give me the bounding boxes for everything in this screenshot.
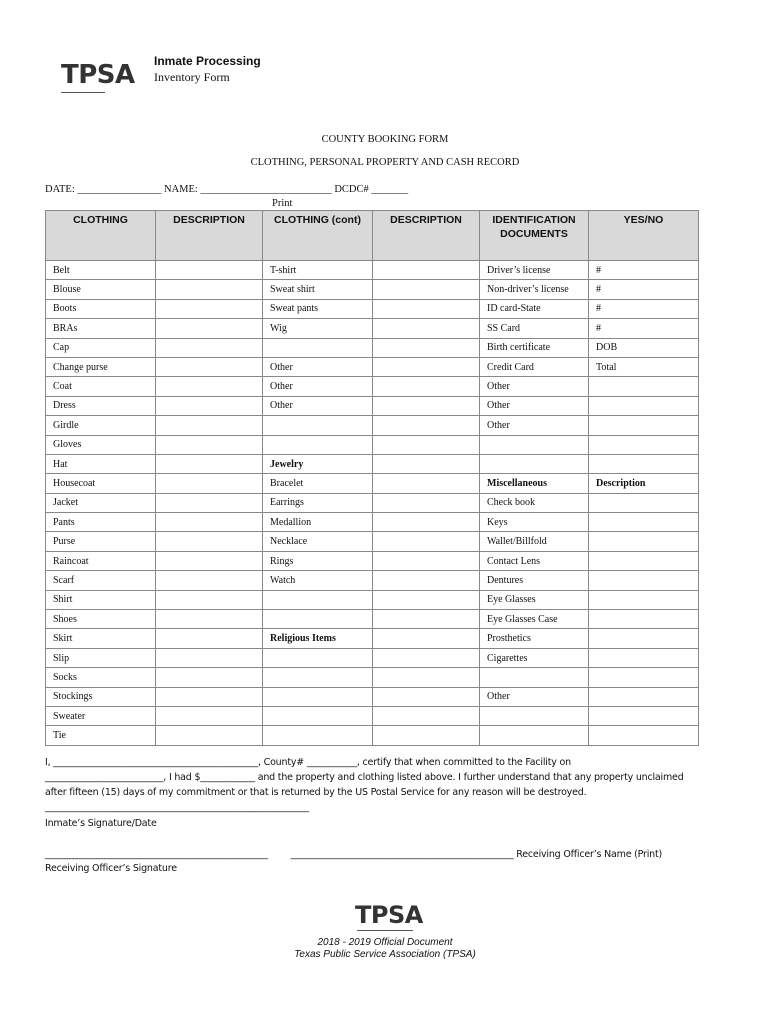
table-cell: Eye Glasses Case bbox=[480, 610, 589, 629]
table-cell[interactable] bbox=[373, 571, 480, 590]
date-name-dcdc-line: DATE: ________________ NAME: _________________________ DCDC# _______ bbox=[45, 184, 409, 195]
form-subtitle: Inventory Form bbox=[154, 70, 230, 84]
table-cell[interactable] bbox=[263, 687, 373, 706]
table-cell: Other bbox=[480, 396, 589, 415]
table-cell[interactable] bbox=[373, 648, 480, 667]
table-cell: Driver’s license bbox=[480, 261, 589, 280]
tpsa-logo: TPSA bbox=[61, 60, 135, 90]
table-cell[interactable] bbox=[373, 513, 480, 532]
table-cell: Birth certificate bbox=[480, 338, 589, 357]
footer-logo-underline bbox=[357, 930, 413, 931]
table-cell: Cigarettes bbox=[480, 648, 589, 667]
table-cell: Wig bbox=[263, 319, 373, 338]
table-cell[interactable] bbox=[156, 513, 263, 532]
table-row bbox=[46, 377, 699, 396]
table-row bbox=[46, 668, 699, 687]
table-cell[interactable] bbox=[156, 416, 263, 435]
table-row bbox=[46, 726, 699, 745]
table-cell[interactable] bbox=[589, 706, 699, 725]
table-row bbox=[46, 513, 699, 532]
table-cell: Pants bbox=[46, 513, 156, 532]
table-cell: Other bbox=[263, 377, 373, 396]
table-cell: Dress bbox=[46, 396, 156, 415]
table-cell[interactable] bbox=[156, 610, 263, 629]
inventory-table bbox=[45, 210, 699, 746]
table-cell: Wallet/Billfold bbox=[480, 532, 589, 551]
inmate-signature-line: __________________________________________________________ bbox=[45, 802, 309, 813]
table-row bbox=[46, 435, 699, 454]
table-row bbox=[46, 357, 699, 376]
table-cell[interactable] bbox=[156, 299, 263, 318]
table-cell[interactable] bbox=[373, 396, 480, 415]
table-cell[interactable] bbox=[373, 551, 480, 570]
table-cell: # bbox=[589, 299, 699, 318]
table-cell: Miscellaneous bbox=[480, 474, 589, 493]
form-title: Inmate Processing bbox=[154, 54, 261, 68]
table-header-row bbox=[46, 211, 699, 261]
table-cell[interactable] bbox=[589, 454, 699, 473]
table-cell[interactable] bbox=[589, 435, 699, 454]
table-cell: Keys bbox=[480, 513, 589, 532]
table-cell: Sweat pants bbox=[263, 299, 373, 318]
table-cell[interactable] bbox=[156, 648, 263, 667]
table-cell[interactable] bbox=[156, 357, 263, 376]
table-cell[interactable] bbox=[373, 629, 480, 648]
table-cell[interactable] bbox=[156, 319, 263, 338]
table-row bbox=[46, 551, 699, 570]
table-cell: Total bbox=[589, 357, 699, 376]
table-cell[interactable] bbox=[263, 648, 373, 667]
table-cell: SS Card bbox=[480, 319, 589, 338]
table-cell[interactable] bbox=[589, 416, 699, 435]
table-cell[interactable] bbox=[589, 648, 699, 667]
table-cell: Non-driver’s license bbox=[480, 280, 589, 299]
table-cell: Jewelry bbox=[263, 454, 373, 473]
col-header-id-documents: IDENTIFICATION DOCUMENTS bbox=[480, 211, 589, 261]
table-cell: Bracelet bbox=[263, 474, 373, 493]
table-cell[interactable] bbox=[156, 261, 263, 280]
table-cell[interactable] bbox=[263, 706, 373, 725]
table-cell: Raincoat bbox=[46, 551, 156, 570]
table-row bbox=[46, 706, 699, 725]
table-cell: Belt bbox=[46, 261, 156, 280]
table-cell[interactable] bbox=[589, 493, 699, 512]
footer-line-2: Texas Public Service Association (TPSA) bbox=[294, 949, 476, 960]
table-row bbox=[46, 416, 699, 435]
table-cell[interactable] bbox=[373, 280, 480, 299]
table-cell[interactable] bbox=[156, 668, 263, 687]
table-cell[interactable] bbox=[589, 590, 699, 609]
table-cell[interactable] bbox=[373, 319, 480, 338]
table-cell[interactable] bbox=[156, 396, 263, 415]
table-row bbox=[46, 590, 699, 609]
table-row bbox=[46, 319, 699, 338]
table-cell: Jacket bbox=[46, 493, 156, 512]
table-cell[interactable] bbox=[373, 377, 480, 396]
table-cell: Hat bbox=[46, 454, 156, 473]
table-cell[interactable] bbox=[156, 551, 263, 570]
footer-line-1: 2018 - 2019 Official Document bbox=[317, 937, 453, 948]
table-cell: Skirt bbox=[46, 629, 156, 648]
table-cell[interactable] bbox=[373, 357, 480, 376]
table-cell: Medallion bbox=[263, 513, 373, 532]
table-cell: Contact Lens bbox=[480, 551, 589, 570]
table-cell: Description bbox=[589, 474, 699, 493]
table-cell: Shirt bbox=[46, 590, 156, 609]
table-cell[interactable] bbox=[589, 551, 699, 570]
table-cell: Sweat shirt bbox=[263, 280, 373, 299]
table-cell[interactable] bbox=[589, 726, 699, 745]
col-header-clothing-cont: CLOTHING (cont) bbox=[263, 211, 373, 261]
table-cell: Change purse bbox=[46, 357, 156, 376]
table-cell: Religious Items bbox=[263, 629, 373, 648]
table-cell[interactable] bbox=[373, 299, 480, 318]
logo-underline bbox=[61, 92, 105, 93]
certification-line-1: I, _____________________________________________, County# ___________, certify that when committed to the Facility on bbox=[45, 757, 571, 768]
table-cell[interactable] bbox=[156, 474, 263, 493]
table-cell[interactable] bbox=[156, 377, 263, 396]
table-cell: Other bbox=[480, 377, 589, 396]
table-cell: Housecoat bbox=[46, 474, 156, 493]
table-cell[interactable] bbox=[373, 726, 480, 745]
table-cell[interactable] bbox=[480, 706, 589, 725]
table-cell[interactable] bbox=[156, 493, 263, 512]
table-cell: Other bbox=[480, 687, 589, 706]
table-cell: Cap bbox=[46, 338, 156, 357]
table-cell[interactable] bbox=[480, 454, 589, 473]
table-cell: Purse bbox=[46, 532, 156, 551]
table-cell[interactable] bbox=[156, 590, 263, 609]
table-cell[interactable] bbox=[589, 396, 699, 415]
table-cell[interactable] bbox=[373, 338, 480, 357]
table-cell: Dentures bbox=[480, 571, 589, 590]
table-cell: Watch bbox=[263, 571, 373, 590]
table-cell: Necklace bbox=[263, 532, 373, 551]
table-row bbox=[46, 610, 699, 629]
table-cell[interactable] bbox=[373, 687, 480, 706]
table-cell[interactable] bbox=[373, 610, 480, 629]
table-cell: ID card-State bbox=[480, 299, 589, 318]
table-cell: # bbox=[589, 319, 699, 338]
col-header-description: DESCRIPTION bbox=[156, 211, 263, 261]
table-cell[interactable] bbox=[156, 629, 263, 648]
table-cell: Boots bbox=[46, 299, 156, 318]
footer-tpsa-logo: TPSA bbox=[355, 901, 423, 929]
table-cell[interactable] bbox=[373, 474, 480, 493]
table-row bbox=[46, 474, 699, 493]
table-cell[interactable] bbox=[589, 513, 699, 532]
table-cell: Rings bbox=[263, 551, 373, 570]
table-row bbox=[46, 687, 699, 706]
officer-signature-label: Receiving Officer’s Signature bbox=[45, 863, 177, 874]
table-cell[interactable] bbox=[263, 610, 373, 629]
table-cell[interactable] bbox=[156, 706, 263, 725]
table-cell[interactable] bbox=[480, 726, 589, 745]
table-cell[interactable] bbox=[263, 668, 373, 687]
table-cell: Scarf bbox=[46, 571, 156, 590]
table-cell[interactable] bbox=[263, 726, 373, 745]
print-label: Print bbox=[272, 198, 293, 209]
certification-line-3: after fifteen (15) days of my commitment or that is returned by the US Postal Service for any reason will be destroyed. bbox=[45, 787, 587, 798]
certification-line-2: __________________________, I had $____________ and the property and clothing listed above. I further understand that any property unclaimed bbox=[45, 772, 684, 783]
table-cell: Credit Card bbox=[480, 357, 589, 376]
table-row bbox=[46, 280, 699, 299]
table-cell: BRAs bbox=[46, 319, 156, 338]
table-row bbox=[46, 261, 699, 280]
table-row bbox=[46, 299, 699, 318]
table-cell[interactable] bbox=[589, 687, 699, 706]
inmate-signature-label: Inmate’s Signature/Date bbox=[45, 818, 157, 829]
table-cell[interactable] bbox=[156, 280, 263, 299]
table-cell[interactable] bbox=[373, 416, 480, 435]
table-cell[interactable] bbox=[263, 338, 373, 357]
table-cell: Other bbox=[480, 416, 589, 435]
table-cell[interactable] bbox=[156, 532, 263, 551]
table-row bbox=[46, 648, 699, 667]
table-cell[interactable] bbox=[373, 668, 480, 687]
table-cell[interactable] bbox=[373, 590, 480, 609]
table-cell: T-shirt bbox=[263, 261, 373, 280]
table-row bbox=[46, 629, 699, 648]
table-cell: Socks bbox=[46, 668, 156, 687]
table-cell: # bbox=[589, 261, 699, 280]
table-cell: Prosthetics bbox=[480, 629, 589, 648]
table-cell[interactable] bbox=[373, 493, 480, 512]
table-cell[interactable] bbox=[263, 416, 373, 435]
table-cell: Tie bbox=[46, 726, 156, 745]
table-cell: DOB bbox=[589, 338, 699, 357]
table-cell: Check book bbox=[480, 493, 589, 512]
table-cell[interactable] bbox=[589, 532, 699, 551]
table-cell: Eye Glasses bbox=[480, 590, 589, 609]
table-cell[interactable] bbox=[373, 532, 480, 551]
table-cell: Other bbox=[263, 357, 373, 376]
table-cell[interactable] bbox=[156, 687, 263, 706]
table-cell[interactable] bbox=[480, 435, 589, 454]
table-cell[interactable] bbox=[373, 261, 480, 280]
table-row bbox=[46, 493, 699, 512]
table-cell: # bbox=[589, 280, 699, 299]
heading-county-booking: COUNTY BOOKING FORM bbox=[321, 134, 449, 145]
table-cell[interactable] bbox=[156, 571, 263, 590]
table-row bbox=[46, 396, 699, 415]
table-cell: Slip bbox=[46, 648, 156, 667]
table-cell: Blouse bbox=[46, 280, 156, 299]
table-row bbox=[46, 338, 699, 357]
table-cell[interactable] bbox=[156, 435, 263, 454]
table-cell[interactable] bbox=[156, 454, 263, 473]
table-cell: Sweater bbox=[46, 706, 156, 725]
col-header-description-2: DESCRIPTION bbox=[373, 211, 480, 261]
table-cell[interactable] bbox=[156, 338, 263, 357]
table-cell[interactable] bbox=[589, 668, 699, 687]
table-cell[interactable] bbox=[263, 590, 373, 609]
table-cell: Coat bbox=[46, 377, 156, 396]
table-row bbox=[46, 571, 699, 590]
table-cell[interactable] bbox=[589, 377, 699, 396]
table-cell: Stockings bbox=[46, 687, 156, 706]
table-cell[interactable] bbox=[589, 610, 699, 629]
table-cell: Earrings bbox=[263, 493, 373, 512]
table-cell[interactable] bbox=[589, 571, 699, 590]
table-cell[interactable] bbox=[589, 629, 699, 648]
table-cell: Other bbox=[263, 396, 373, 415]
table-cell[interactable] bbox=[156, 726, 263, 745]
table-cell: Girdle bbox=[46, 416, 156, 435]
officer-signature-lines: _________________________________________________ _________________________________________________ Receiving Officer’s Name (Print) bbox=[45, 849, 663, 860]
table-row bbox=[46, 532, 699, 551]
col-header-yes-no: YES/NO bbox=[589, 211, 699, 261]
table-cell: Gloves bbox=[46, 435, 156, 454]
table-cell[interactable] bbox=[480, 668, 589, 687]
table-cell[interactable] bbox=[373, 706, 480, 725]
table-cell[interactable] bbox=[373, 435, 480, 454]
table-cell: Shoes bbox=[46, 610, 156, 629]
col-header-clothing: CLOTHING bbox=[46, 211, 156, 261]
table-cell[interactable] bbox=[263, 435, 373, 454]
table-row bbox=[46, 454, 699, 473]
table-cell[interactable] bbox=[373, 454, 480, 473]
heading-clothing-record: CLOTHING, PERSONAL PROPERTY AND CASH RECORD bbox=[250, 157, 520, 168]
